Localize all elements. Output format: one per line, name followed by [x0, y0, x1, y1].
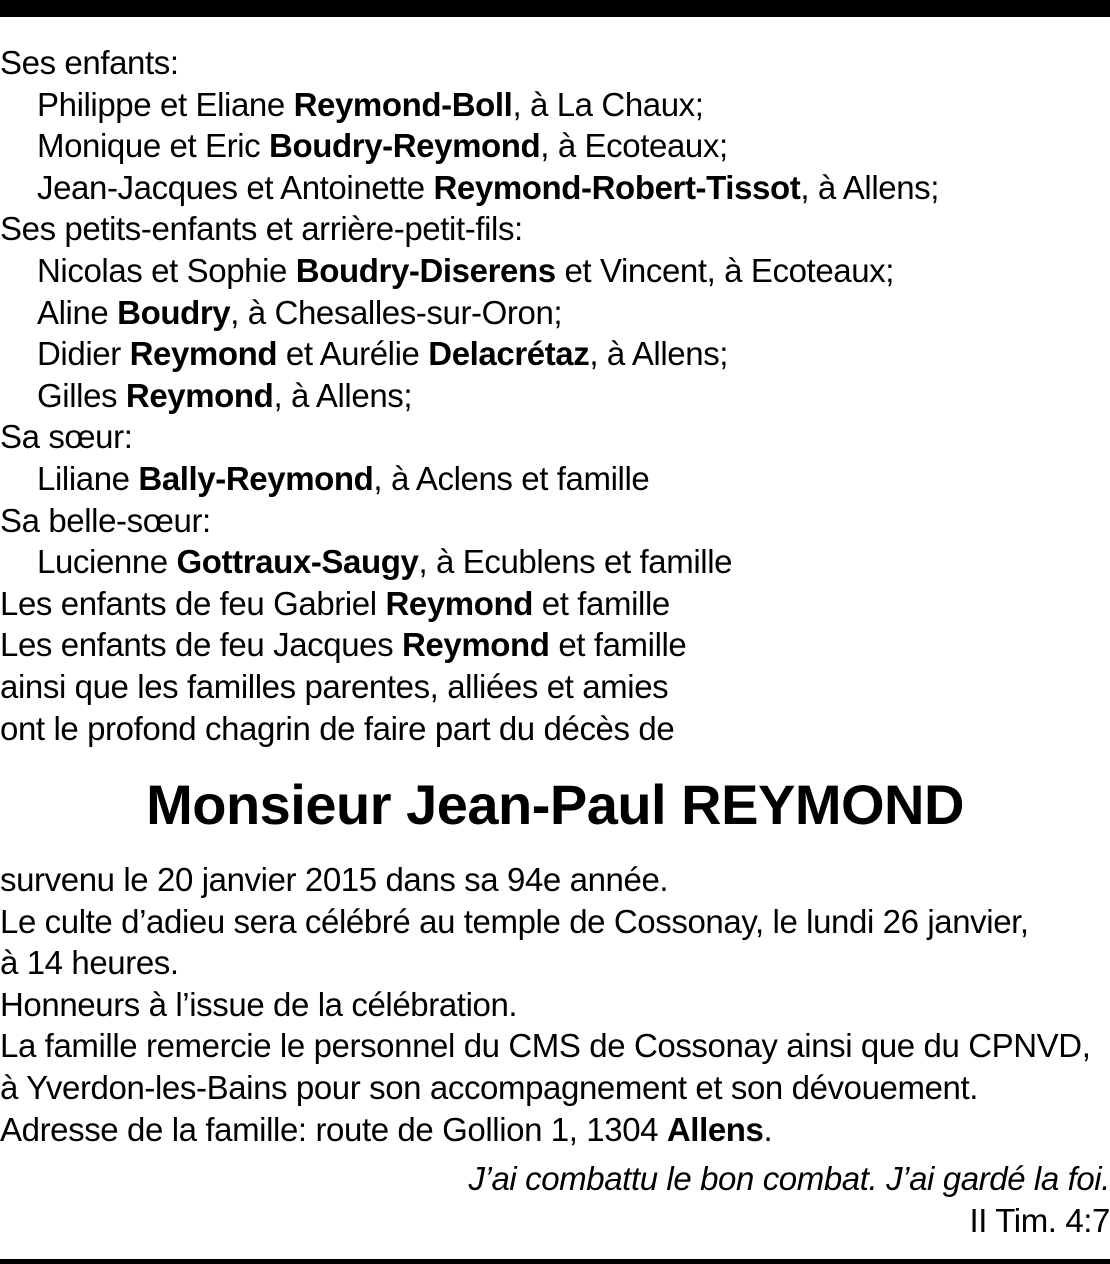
family-name: Reymond-Robert-Tissot — [433, 168, 801, 206]
thanks-line-continued: à Yverdon-les-Bains pour son accompagnement et son dévouement. — [0, 1069, 979, 1107]
family-name: Reymond — [125, 376, 274, 414]
children-heading: Ses enfants: — [0, 44, 179, 81]
child-entry: Philippe et Eliane Reymond-Boll, à La Chaux; — [37, 85, 704, 123]
thanks-line: La famille remercie le personnel du CMS de Cossonay ainsi que du CPNVD, — [0, 1027, 1091, 1065]
family-address: Adresse de la famille: route de Gollion 1, 1304 Allens. — [0, 1110, 773, 1148]
service-line: Le culte d’adieu sera célébré au temple de Cossonay, le lundi 26 janvier, — [0, 902, 1029, 940]
death-date-line: survenu le 20 janvier 2015 dans sa 94e année. — [0, 861, 669, 899]
bible-reference: II Tim. 4:7 — [969, 1201, 1110, 1239]
family-name: Reymond — [402, 626, 550, 664]
sister-in-law-entry: Lucienne Gottraux-Saugy, à Ecublens et famille — [37, 543, 733, 581]
family-name: Boudry — [117, 293, 231, 331]
grandchildren-heading: Ses petits-enfants et arrière-petit-fils: — [0, 210, 523, 248]
family-name: Reymond — [129, 335, 278, 373]
other-family-entry: Les enfants de feu Jacques Reymond et famille — [0, 626, 687, 664]
grandchild-entry: Nicolas et Sophie Boudry-Diserens et Vincent, à Ecoteaux; — [37, 251, 895, 289]
grandchild-entry: Gilles Reymond, à Allens; — [37, 376, 413, 414]
family-name: Boudry-Reymond — [269, 127, 541, 165]
honours-line: Honneurs à l’issue de la célébration. — [0, 985, 518, 1023]
bible-quote: J’ai combattu le bon combat. J’ai gardé la foi. — [468, 1160, 1110, 1198]
deceased-name: Monsieur Jean-Paul REYMOND — [146, 773, 964, 837]
grandchild-entry: Aline Boudry, à Chesalles-sur-Oron; — [37, 293, 563, 331]
family-name: Delacrétaz — [428, 335, 590, 373]
top-rule — [0, 0, 1110, 17]
bottom-rule — [0, 1259, 1110, 1264]
family-name: Reymond — [385, 584, 534, 622]
sister-in-law-heading: Sa belle-sœur: — [0, 501, 211, 539]
address-town: Allens — [666, 1110, 764, 1148]
family-name: Bally-Reymond — [138, 459, 374, 497]
family-name: Boudry-Diserens — [295, 251, 556, 289]
other-family-entry: Les enfants de feu Gabriel Reymond et famille — [0, 584, 670, 622]
family-name: Gottraux-Saugy — [176, 543, 419, 581]
families-line: ainsi que les familles parentes, alliées et amies — [0, 667, 669, 705]
obituary-notice — [0, 42, 1110, 1241]
service-time-line: à 14 heures. — [0, 944, 179, 982]
grandchild-entry: Didier Reymond et Aurélie Delacrétaz, à Allens; — [37, 335, 729, 373]
announcement-line: ont le profond chagrin de faire part du décès de — [0, 709, 675, 747]
child-entry: Monique et Eric Boudry-Reymond, à Ecoteaux; — [37, 127, 728, 165]
family-name: Reymond-Boll — [293, 85, 513, 123]
sister-heading: Sa sœur: — [0, 418, 133, 456]
child-entry: Jean-Jacques et Antoinette Reymond-Robert-Tissot, à Allens; — [37, 168, 940, 206]
sister-entry: Liliane Bally-Reymond, à Aclens et famille — [37, 459, 650, 497]
